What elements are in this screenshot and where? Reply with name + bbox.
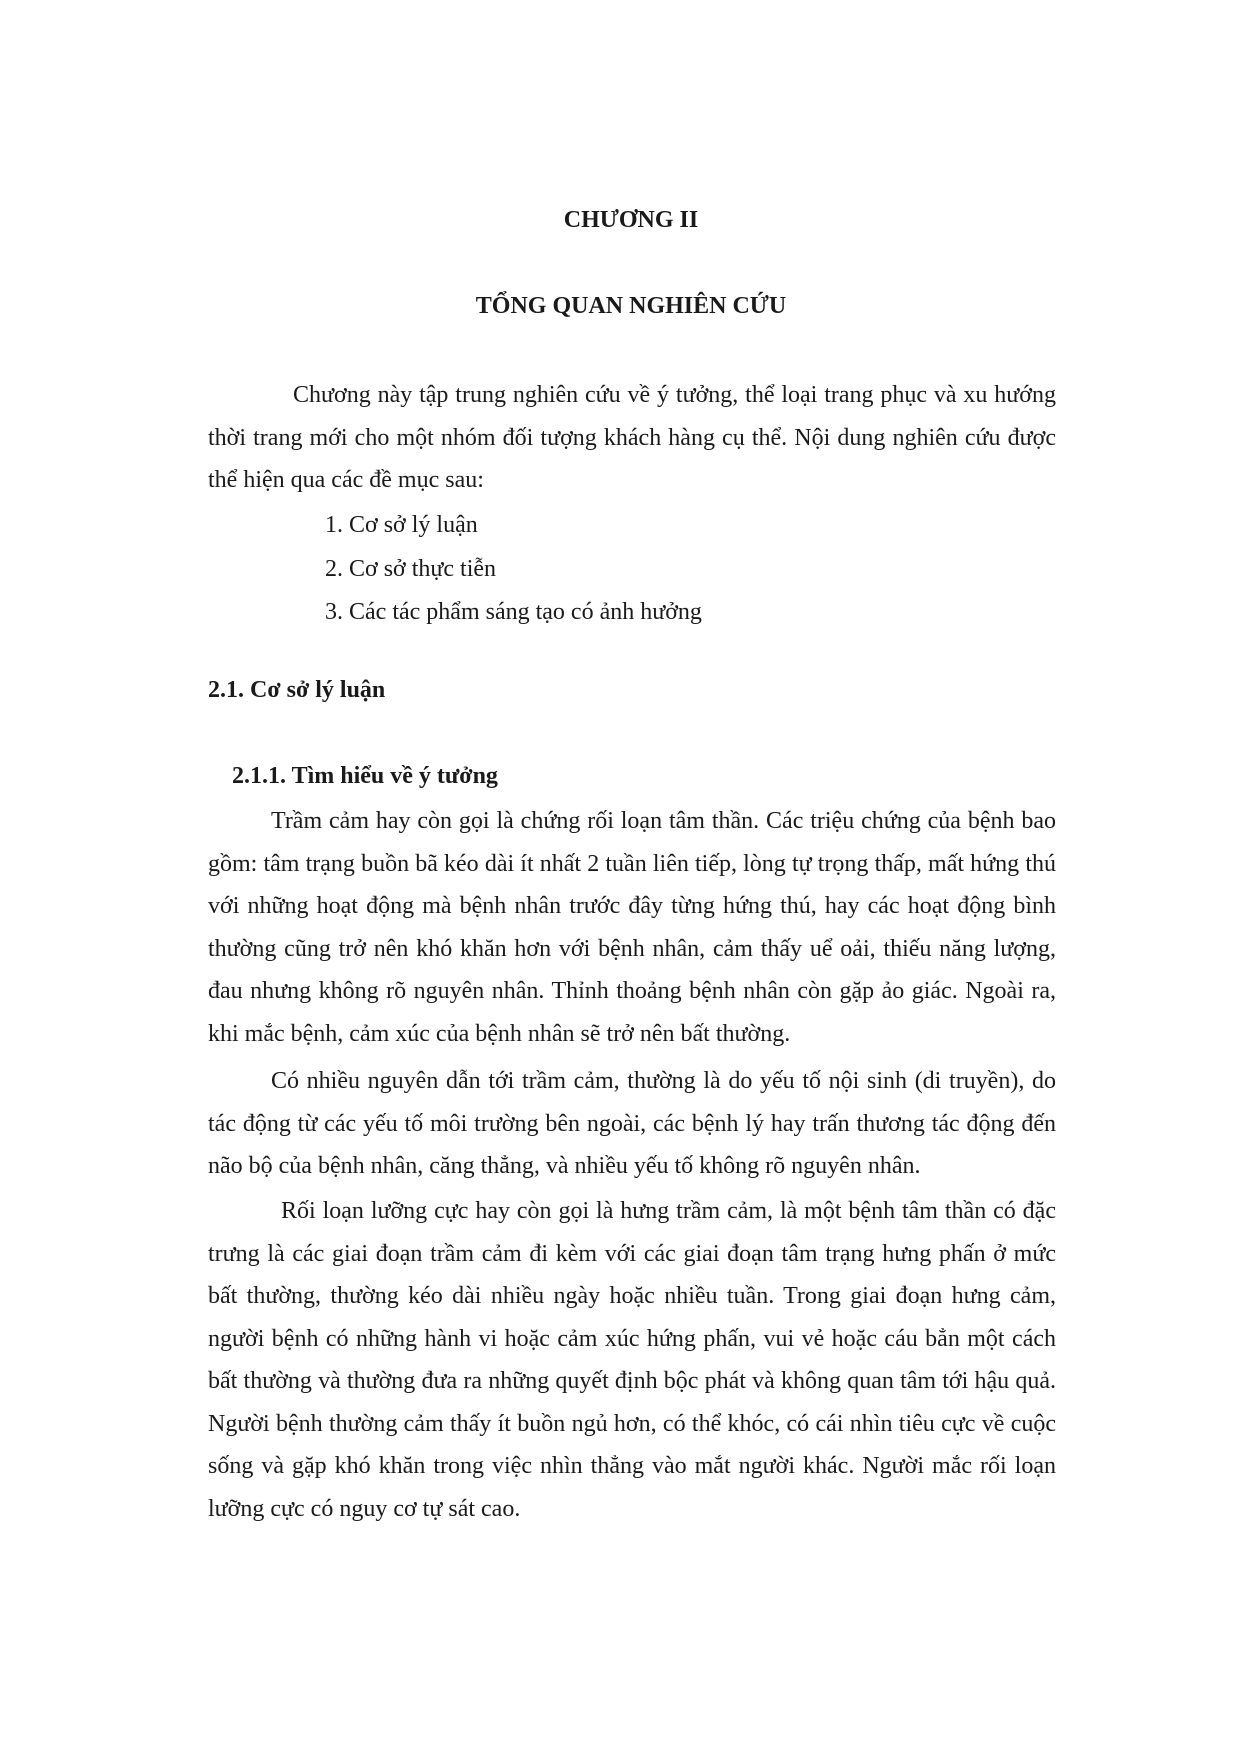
- outline-list: [325, 504, 702, 635]
- body-paragraph: Trầm cảm hay còn gọi là chứng rối loạn tâm thần. Các triệu chứng của bệnh bao gồm: tâm trạng buồn bã kéo dài ít nhất 2 tuần liên tiếp, lòng tự trọng thấp, mất hứng thú với những hoạt động mà bệnh nhân trước đây từng hứng thú, hay các hoạt động bình thường cũng trở nên khó khăn hơn với bệnh nhân, cảm thấy uể oải, thiếu năng lượng, đau nhưng không rõ nguyên nhân. Thỉnh thoảng bệnh nhân còn gặp ảo giác. Ngoài ra, khi mắc bệnh, cảm xúc của bệnh nhân sẽ trở nên bất thường.: [208, 808, 1056, 1047]
- intro-paragraph: Chương này tập trung nghiên cứu về ý tưởng, thể loại trang phục và xu hướng thời trang mới cho một nhóm đối tượng khách hàng cụ thể. Nội dung nghiên cứu được thể hiện qua các đề mục sau:: [208, 382, 1056, 493]
- section-heading: 2.1. Cơ sở lý luận: [208, 677, 386, 703]
- subsection-heading: 2.1.1. Tìm hiểu về ý tưởng: [232, 763, 498, 789]
- chapter-subtitle: TỔNG QUAN NGHIÊN CỨU: [475, 293, 787, 319]
- outline-item: 3. Các tác phẩm sáng tạo có ảnh hưởng: [325, 599, 702, 625]
- body-paragraph: Có nhiều nguyên dẫn tới trầm cảm, thường là do yếu tố nội sinh (di truyền), do tác động từ các yếu tố môi trường bên ngoài, các bệnh lý hay trấn thương tác động đến não bộ của bệnh nhân, căng thẳng, và nhiều yếu tố không rõ nguyên nhân.: [208, 1068, 1056, 1179]
- outline-item: 2. Cơ sở thực tiễn: [325, 555, 497, 582]
- body-paragraph: Rối loạn lưỡng cực hay còn gọi là hưng trầm cảm, là một bệnh tâm thần có đặc trưng là các giai đoạn trầm cảm đi kèm với các giai đoạn tâm trạng hưng phấn ở mức bất thường, thường kéo dài nhiều ngày hoặc nhiều tuần. Trong giai đoạn hưng cảm, người bệnh có những hành vi hoặc cảm xúc hứng phấn, vui vẻ hoặc cáu bẳn một cách bất thường và thường đưa ra những quyết định bộc phát và không quan tâm tới hậu quả. Người bệnh thường cảm thấy ít buồn ngủ hơn, có thể khóc, có cái nhìn tiêu cực về cuộc sống và gặp khó khăn trong việc nhìn thẳng vào mắt người khác. Người mắc rối loạn lưỡng cực có nguy cơ tự sát cao.: [208, 1198, 1056, 1522]
- outline-item: 1. Cơ sở lý luận: [325, 512, 478, 538]
- chapter-title: CHƯƠNG II: [563, 207, 699, 233]
